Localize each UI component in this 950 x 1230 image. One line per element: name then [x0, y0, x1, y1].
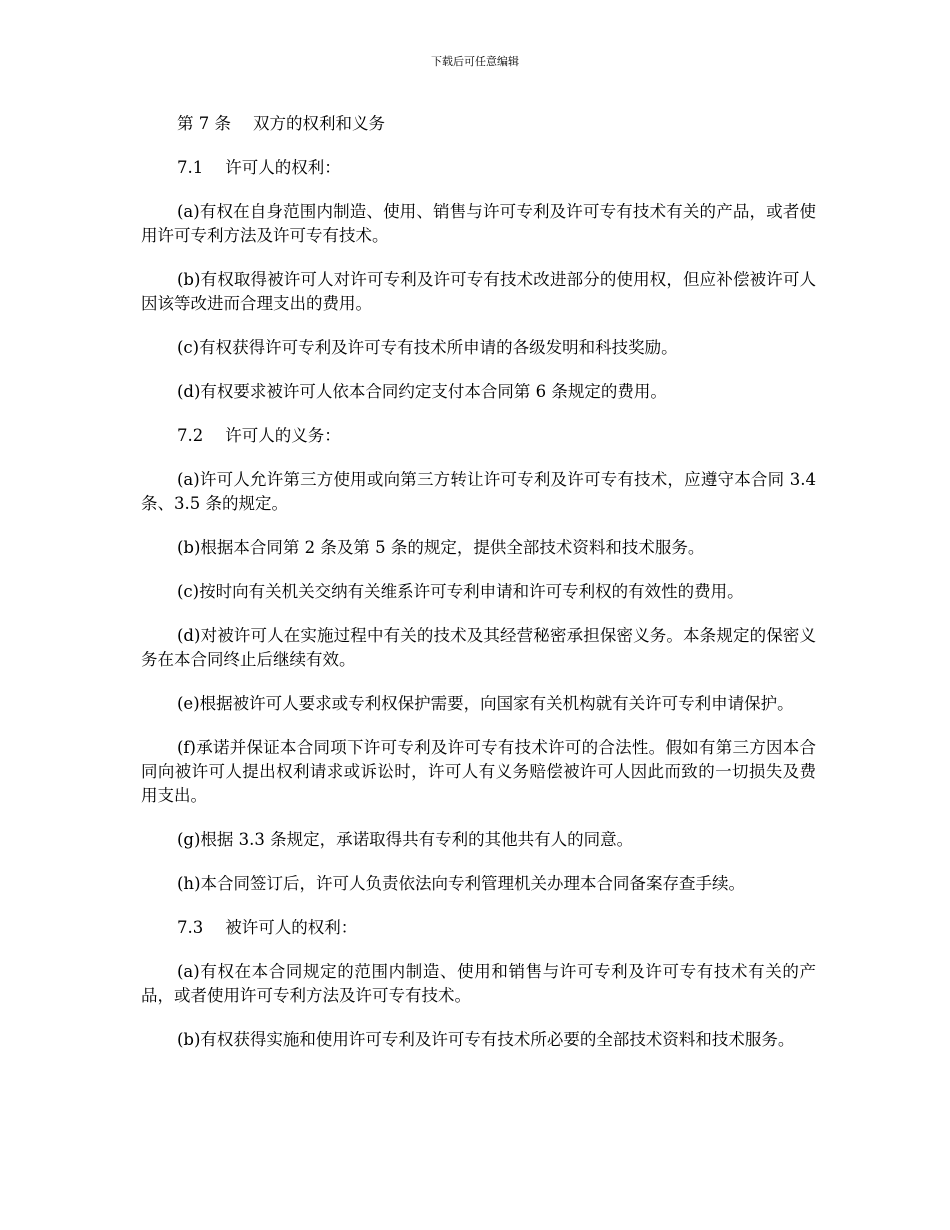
- page-header-note: 下载后可任意编辑: [431, 55, 519, 68]
- section-number: 7.1: [177, 158, 204, 177]
- article-number: 第 7 条: [177, 114, 231, 133]
- section-heading-7-1: [141, 156, 816, 180]
- clause-7-2-c: (c)按时向有关机关交纳有关维系许可专利申请和许可专利权的有效性的费用。: [177, 582, 744, 601]
- clause-7-2-g: (g)根据 3.3 条规定，承诺取得共有专利的其他共有人的同意。: [177, 830, 634, 849]
- clause-7-2-f: (f)承诺并保证本合同项下许可专利及许可专有技术许可的合法性。假如有第三方因本合同向被许可人提出权利请求或诉讼时，许可人有义务赔偿被许可人因此而致的一切损失及费用支出。: [141, 738, 816, 805]
- clause-7-2-a: (a)许可人允许第三方使用或向第三方转让许可专利及许可专有技术，应遵守本合同 3.4 条、3.5 条的规定。: [141, 470, 816, 513]
- clause-7-1-c: (c)有权获得许可专利及许可专有技术所申请的各级发明和科技奖励。: [177, 338, 678, 357]
- clause-7-3-b: (b)有权获得实施和使用许可专利及许可专有技术所必要的全部技术资料和技术服务。: [177, 1030, 795, 1049]
- clause-7-2-h: (h)本合同签订后，许可人负责依法向专利管理机关办理本合同备案存查手续。: [177, 874, 746, 893]
- article-heading: [141, 112, 816, 136]
- section-heading-7-2: [141, 424, 816, 448]
- section-title: 许可人的义务：: [225, 426, 341, 445]
- section-title: 被许可人的权利：: [225, 918, 358, 937]
- section-heading-7-3: [141, 916, 816, 940]
- section-number: 7.2: [177, 426, 204, 445]
- section-title: 许可人的权利：: [225, 158, 341, 177]
- section-number: 7.3: [177, 918, 204, 937]
- clause-7-1-a: (a)有权在自身范围内制造、使用、销售与许可专利及许可专有技术有关的产品，或者使用许可专利方法及许可专有技术。: [141, 202, 816, 245]
- clause-7-2-d: (d)对被许可人在实施过程中有关的技术及其经营秘密承担保密义务。本条规定的保密义务在本合同终止后继续有效。: [141, 626, 816, 669]
- clause-7-2-b: (b)根据本合同第 2 条及第 5 条的规定，提供全部技术资料和技术服务。: [177, 538, 705, 557]
- article-title: 双方的权利和义务: [253, 114, 385, 133]
- clause-7-2-e: (e)根据被许可人要求或专利权保护需要，向国家有关机构就有关许可专利申请保护。: [177, 694, 794, 713]
- clause-7-1-b: (b)有权取得被许可人对许可专利及许可专有技术改进部分的使用权，但应补偿被许可人因该等改进而合理支出的费用。: [141, 270, 816, 313]
- clause-7-3-a: (a)有权在本合同规定的范围内制造、使用和销售与许可专利及许可专有技术有关的产品，或者使用许可专利方法及许可专有技术。: [141, 962, 816, 1005]
- clause-7-1-d: (d)有权要求被许可人依本合同约定支付本合同第 6 条规定的费用。: [177, 382, 667, 401]
- document-body: [141, 112, 816, 1072]
